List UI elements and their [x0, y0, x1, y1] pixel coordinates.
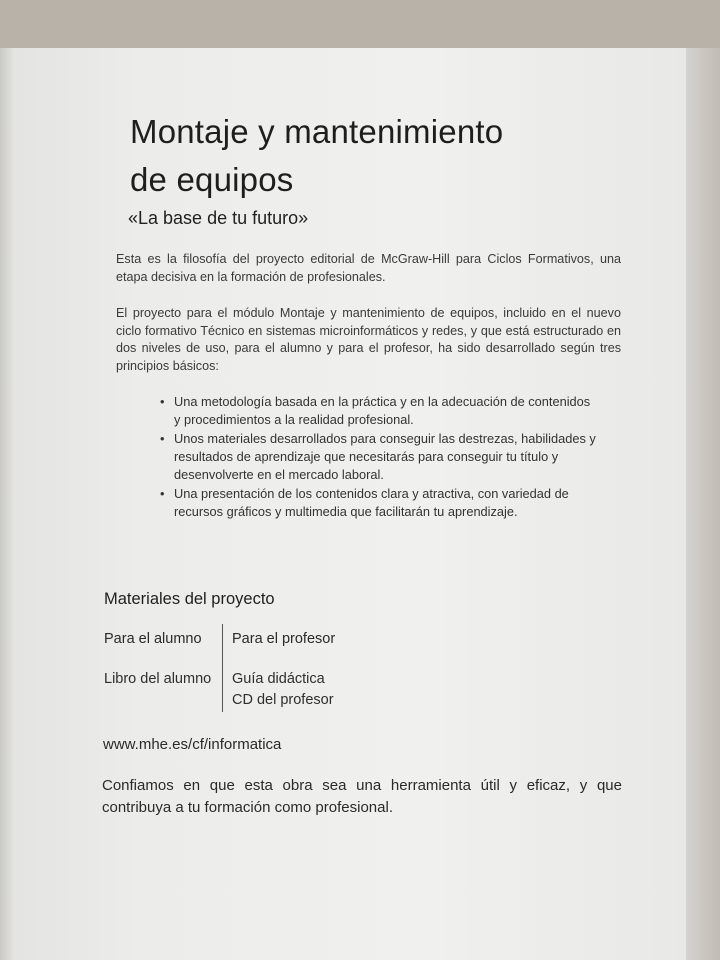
- principles-list: [158, 393, 598, 522]
- teacher-column-header: Para el profesor: [232, 631, 336, 647]
- principle-item: • Unos materiales desarrollados para conseguir las destrezas, habilidades y resultados de aprendizaje que necesitarás para conseguir tu título y desenvolverte en el mercado laboral.: [160, 431, 596, 482]
- principle-item: • Una presentación de los contenidos clara y atractiva, con variedad de recursos gráficos y multimedia que facilitarán tu aprendizaje.: [160, 486, 569, 519]
- materials-heading: Materiales del proyecto: [104, 590, 275, 608]
- book-title-line-2: de equipos: [130, 161, 294, 198]
- website-url: www.mhe.es/cf/informatica: [103, 736, 282, 753]
- student-column-header: Para el alumno: [104, 631, 202, 647]
- student-material-item: Libro del alumno: [104, 671, 212, 687]
- book-title: [130, 108, 503, 204]
- teacher-material-item: Guía didáctica: [232, 671, 325, 687]
- intro-paragraph: Esta es la filosofía del proyecto editorial de McGraw-Hill para Ciclos Formativos, una etapa decisiva en la formación de profesionales.: [116, 252, 621, 284]
- description-paragraph: El proyecto para el módulo Montaje y mantenimiento de equipos, incluido en el nuevo ciclo formativo Técnico en sistemas microinformáticos y redes, y que está estructurado en dos niveles de uso, para el alumno y para el profesor, ha sido desarrollado según tres principios básicos:: [116, 306, 621, 373]
- principle-item: • Una metodología basada en la práctica y en la adecuación de contenidos y procedimientos a la realidad profesional.: [160, 394, 591, 427]
- closing-paragraph: Confiamos en que esta obra sea una herramienta útil y eficaz, y que contribuya a tu formación como profesional.: [102, 777, 622, 816]
- column-divider: [222, 624, 223, 712]
- bullet-icon: •: [160, 431, 165, 446]
- teacher-material-item: CD del profesor: [232, 692, 334, 708]
- book-subtitle: «La base de tu futuro»: [128, 208, 309, 228]
- page-stack-edge: [686, 48, 720, 960]
- book-title-line-1: Montaje y mantenimiento: [130, 113, 504, 150]
- bullet-icon: •: [160, 394, 165, 409]
- bullet-icon: •: [160, 486, 165, 501]
- page-edge-shadow: [0, 48, 14, 960]
